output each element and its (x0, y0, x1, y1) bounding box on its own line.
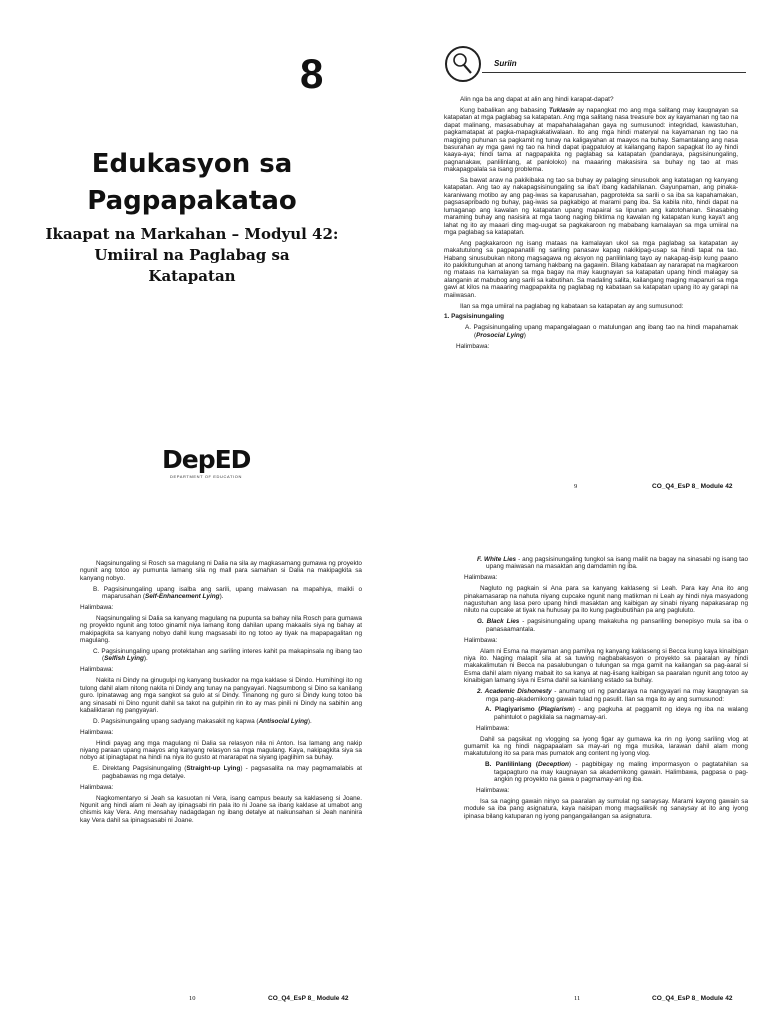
paragraph: Dahil sa pagsikat ng vlogging sa iyong figar ay gumawa ka rin ng iyong sariling vlog at gumamit ka ng hindi nagpapaalam sa may-ari ng mga musika, larawan dahil alam mong makatutulong ito sa para mas pumatok ang content ng iyong vlog. (464, 735, 748, 758)
section-divider (482, 72, 746, 73)
example-label: Halimbawa: (80, 783, 114, 791)
list-item-g: G. Black Lies - pagsisinungaling upang makakuha ng pansariling benepisyo mula sa iba o panasaamantala. (477, 618, 748, 633)
page-footer: CO_Q4_EsP 8_ Module 42 (652, 995, 733, 1002)
page-number: 9 (574, 483, 578, 490)
paragraph: Nagsinungaling si Rosch sa magulang ni Dalia na sila ay magkasamang gumawa ng proyekto ngunit ang totoo ay pumunta lamang sila ng mall para samahan si Dalia na makipagkita sa kanyang nobyo. (80, 560, 362, 582)
cover-subtitle (0, 224, 384, 287)
example-label: Halimbawa: (464, 636, 498, 644)
list-item-e: E. Direktang Pagsisinungaling (Straight-up Lying) - pagsasalita na may pagmamalabis at pagbabawas ng mga detalye. (93, 765, 362, 780)
page-number: 10 (189, 995, 196, 1002)
cover-title-line1: Edukasyon sa (91, 149, 293, 179)
paragraph: Isa sa naging gawain ninyo sa paaralan ay sumulat ng sanaysay. Marami kayong gawain sa module sa iba pang asignatura, kaya naisipan mong magsaliksik ng sanaysay at ito ang iyong ipinasa bilang katuparan ng iyong pangangailangan sa asignatura. (464, 797, 748, 820)
grade-number: 8 (300, 50, 324, 97)
example-label: Halimbawa: (476, 787, 510, 795)
paragraph: Alam ni Esma na mayaman ang pamilya ng kanyang kaklaseng si Becca kung kaya kinaibigan niya ito. Naging malapit sila at sa tuwing nagbabakasyon o proyekto sa paaralan ay hindi makakalimutan ni Becca na pasalubungan o tulungan sa mga gamit na kailangan sa pag-aaral si Esma dahil alam niyang mabait ito sa kanya at nag-iisang kaibigan sa paaralan ngunit ang totoo ay kinaibigan lamang siya ni Esma dahil sa kanilang estado sa buhay. (464, 647, 748, 685)
page-footer: CO_Q4_EsP 8_ Module 42 (652, 483, 733, 490)
heading-academic-dishonesty: 2. Academic Dishonesty - anumang uri ng pandaraya na nangyayari na may kaugnayan sa mga pang-akademikong gawain tulad ng pasulit. Ilan sa mga ito ay ang sumusunod: (477, 688, 748, 703)
example-label: Halimbawa: (476, 724, 510, 732)
example-label: Halimbawa: (80, 728, 114, 736)
page-9-body (444, 96, 738, 354)
question-line: Alin nga ba ang dapat at alin ang hindi karapat-dapat? (460, 96, 614, 103)
example-label: Halimbawa: (464, 574, 498, 582)
page-10-body (80, 560, 362, 828)
list-item-d: D. Pagsisinungaling upang sadyang makasakit ng kapwa (Antisocial Lying). (93, 717, 312, 725)
cover-subtitle-line2: Umiiral na Paglabag sa (94, 246, 290, 264)
deped-logo-mark: DepED (162, 445, 251, 474)
example-label: Halimbawa: (80, 604, 114, 612)
list-item-plagiyarismo: A. Plagiyarismo (Plagiarism) - ang pagkuha at paggamit ng ideya ng iba na walang pahintulot o pagkilala sa nagmamay-ari. (485, 706, 748, 721)
paragraph: Hindi payag ang mga magulang ni Dalia sa relasyon nila ni Anton. Isa lamang ang nakip niyang paraan upang maayos ang kanyang relasyon sa mga magulang. Kaya, nakipagkita siya sa nobyo at ipinagtapat na hindi na niya ito gusto at mararapat na siyang ipaglihim sa buhay. (80, 739, 362, 762)
cover-title (0, 146, 384, 220)
paragraph: Nakita ni Dindy na ginugulpi ng kanyang buskador na mga kaklase si Dindo. Humihingi ito ng tulong dahil alam nitong nakita ni Dindy ang tunay na pangyayari. Nagsumbong si Dino sa kanilang guro. Ipinatawag ang mga sangkot sa gulo at si Dindy. Tinanong ng guro si Dindy kung totoo ba ang sinasabi ni Dino ngunit dahil sa takot na gulpihin rin ito ay mas pinili ni Dindy na sabihin ang kabaliktaran ng pangyayari. (80, 677, 362, 714)
cover-title-line2: Pagpapakatao (87, 186, 297, 216)
list-item-panlilinlang: B. Panlilinlang (Deception) - pagbibigay ng maling impormasyon o pagtatahilan sa tagapagturo na may kaugnayan sa akademikong gawain. Halimbawa, pagpasa o pag-angkin ng proyekto na gawa o pagmamay-ari ng iba. (485, 761, 749, 784)
list-item-a: A. Pagsisinungaling upang mapangalagaan o matulungan ang ibang tao na hindi mapahamak (Prosocial Lying) (465, 324, 738, 339)
section-title-suriin: Suriin (494, 59, 517, 68)
paragraph: Kung babalikan ang babasing Tuklasin ay napangkat mo ang mga salitang may kaugnayan sa katapatan at mga paglabag sa katapatan. Ang mga salitang nasa treasure box ay kayamanan ng tao na dapat malinang, masasabuhay at mapahahalagahan gaya ng sumusunod: integridad, kawastuhan, pagkamatapat at pagka-mapagkakatiwalaan. Ito ang mga hindi materyal na kayamanan ng tao na magiging puhunan sa pagkamit ng tunay na kaligayahan at maayos na buhay. Samantalang ang nasa basurahan ay mga gawi ng tao na hindi dapat ipagpatuloy at kailangang itapon sapagkat ito ay hindi kaaya-aya; hindi tama at nagpapakita ng paglabag sa katapatan (pandaraya, pagsisinungaling, pagnanakaw, panlilinlang, at panloloko) na maaaring makasisira sa buhay ng tao at mas makapagpalala sa isang problema. (444, 106, 738, 174)
paragraph: Nagkomentaryo si Jeah sa kasuotan ni Vera, isang campus beauty sa kaklaseng si Joane. Ngunit ang hindi alam ni Jeah ay ipinagsabi rin pala ito ni Joane sa ibang kaklase at umabot ang chismis kay Vera. Ang mensahay nadagdagan ng ibang detalye at naikunsahan si Jeah naninira kay Vera dahil sa ipinagsasabi ni Joane. (80, 794, 362, 824)
cover-page (0, 0, 384, 535)
page-footer: CO_Q4_EsP 8_ Module 42 (268, 995, 349, 1002)
paragraph: Nagluto ng pagkain si Ana para sa kanyang kaklaseng si Leah. Para kay Ana ito ang pinakamasarap na nahuta niyang cupcake ngunit nang matikman ni Leah ay hindi niya masyadong nagustuhan ang lasa pero upang hindi masaktan ang kaibigan ay sinabi niyang napakasarap ng niluto na cupcake at tiyak na huhusay pa ito kung pagbubutihan pa ang pagluluto. (464, 585, 748, 615)
cover-subtitle-line3: Katapatan (148, 267, 236, 285)
example-label: Halimbawa: (456, 342, 490, 350)
example-label: Halimbawa: (80, 666, 114, 674)
magnifier-icon (445, 46, 481, 82)
list-item-c: C. Pagsisinungaling upang protektahan ang sariling interes kahit pa makapinsala ng ibang tao (Selfish Lying). (93, 648, 362, 663)
page-11-body (464, 556, 748, 824)
paragraph: Sa bawat araw na pakikibaka ng tao sa buhay ay palaging sinusubok ang katatagan ng kanyang katapatan. Ang tao ay nakapagsisinungaling sa iba't ibang kadahilanan. Gayunpaman, ang pinaka-karaniwang motibo ay ang pag-iwas sa kaparusahan, pagprotekta sa sarili o sa iba sa kapahamakan, pagsasapribado ng buhay, pag-iwas sa pagkabigo at marami pang iba. Sa kabila nito, hindi dapat na lumaganap ang kawalan ng katapatan upang mapairal sa lipunan ang katotohanan. Sinasabing maraming buhay ang nasisira at mga taong naging biktima ng kawalan ng katapatan kung kaya't ang lahat ng ito ay maaari ding mag-uugat sa pagkakaroon ng mababang kamalayan sa mga umiiral na mga paglabag sa katapatan. (444, 177, 738, 236)
list-item-f: F. White Lies - ang pagsisinungaling tungkol sa isang maliit na bagay na sinasabi ng isang tao upang maiwasan na masaktan ang damdamin ng iba. (477, 556, 749, 571)
heading-pagsisinungaling: 1. Pagsisinungaling (444, 313, 505, 321)
page-number: 11 (574, 995, 581, 1002)
list-item-b: B. Pagsisinungaling upang isalba ang sarili, upang maiwasan na mapahiya, maikli o maparusahan (Self-Enhancement Lying). (93, 585, 362, 601)
paragraph: Nagsinungaling si Dalia sa kanyang magulang na pupunta sa bahay nila Rosch para gumawa ng proyekto ngunit ang totoo ginamit niya lamang itong dahilan upang makaalis siya ng bahay at makipagkita sa kanyang nobyo dahil kung magsasabi ito ng totoo ay tiyak na mapapagalitan ng magulang. (80, 614, 362, 645)
deped-logo (162, 445, 251, 496)
paragraph: Ang pagkakaroon ng isang mataas na kamalayan ukol sa mga paglabag sa katapatan ay makatutulong sa pagpapanatili ng sariling panasaw kapag nakikipag-usap sa hindi tapat na tao. Habang sinusubukan nitong magsagawa ng aksyon ng panlilinlang tayo ay nakapag-iisip kung paano ito pakikitunguhan at anong tamang hakbang na gagawin. Bilang kabataan ay nararapat na magkaroon ng mataas na kamalayan sa mga bagay na may kaugnayan sa katapatan upang hindi malagay sa alanganin at mabubog ang sarili sa kabutihan. Sa madaling salita, kailangang maging mapanuri sa mga gawi at kilos na maaaring magpapakita ng paglabag ng kabataan sa katapatan upang ito ay garapi na maiiwasan. (444, 239, 738, 299)
paragraph: Ilan sa mga umiiral na paglabag ng kabataan sa katapatan ay ang sumusunod: (460, 302, 684, 310)
deped-logo-subtext: DEPARTMENT OF EDUCATION (170, 474, 242, 479)
cover-subtitle-line1: Ikaapat na Markahan – Modyul 42: (45, 225, 339, 243)
